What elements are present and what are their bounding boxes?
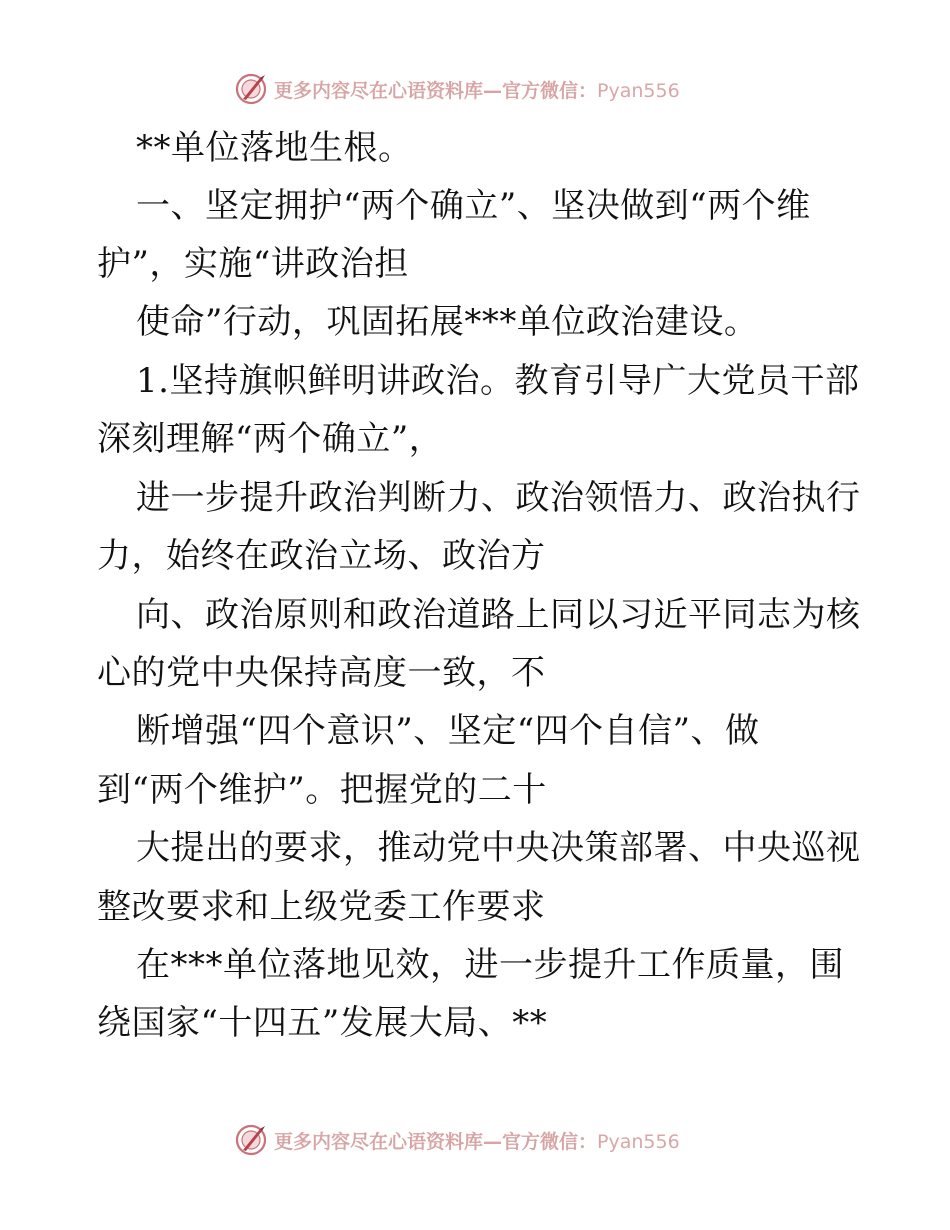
body-line: 使命”行动，巩固拓展***单位政治建设。 [136, 302, 759, 342]
watermark-wechat-id: Pyan556 [597, 79, 680, 102]
body-line: 大提出的要求，推动党中央决策部署、中央巡视 [136, 828, 861, 868]
body-line: **单位落地生根。 [136, 128, 413, 168]
body-line: 向、政治原则和政治道路上同以习近平同志为核 [136, 595, 861, 635]
quill-logo-icon [234, 72, 268, 106]
body-line: 力，始终在政治立场、政治方 [97, 536, 546, 576]
watermark-text: 更多内容尽在心语资料库—官方微信： [274, 1130, 598, 1153]
watermark-text: 更多内容尽在心语资料库—官方微信： [274, 79, 598, 102]
body-line: 一、坚定拥护“两个确立”、坚决做到“两个维 [136, 186, 811, 226]
body-line: 绕国家“十四五”发展大局、** [97, 1003, 548, 1043]
quill-logo-icon [234, 1123, 268, 1157]
body-line: 整改要求和上级党委工作要求 [97, 887, 546, 927]
body-line: 深刻理解“两个确立”， [97, 419, 444, 459]
watermark-wechat-id: Pyan556 [597, 1130, 680, 1153]
body-line: 进一步提升政治判断力、政治领悟力、政治执行 [136, 478, 861, 518]
body-line: 1.坚持旗帜鲜明讲政治。教育引导广大党员干部 [136, 361, 860, 401]
body-line: 护”，实施“讲政治担 [97, 244, 409, 284]
body-line: 在***单位落地见效，进一步提升工作质量，围 [136, 945, 844, 985]
body-line: 心的党中央保持高度一致，不 [97, 653, 546, 693]
body-line: 断增强“四个意识”、坚定“四个自信”、做 [136, 711, 760, 751]
body-line: 到“两个维护”。把握党的二十 [97, 770, 547, 810]
footer-watermark [234, 1123, 680, 1157]
header-watermark [234, 72, 680, 106]
